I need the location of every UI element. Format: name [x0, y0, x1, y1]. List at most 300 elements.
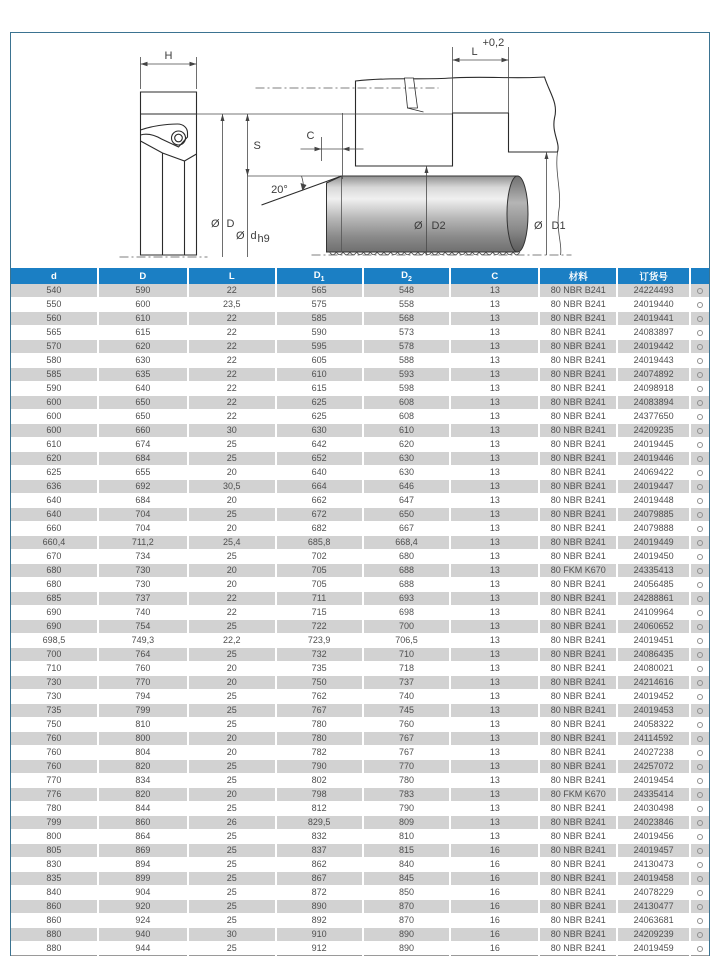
- column-header-d: d: [11, 268, 98, 284]
- table-cell: 693: [363, 592, 451, 606]
- table-cell: 24224493: [617, 284, 690, 298]
- column-header-D: D: [98, 268, 188, 284]
- table-cell: 13: [450, 550, 539, 564]
- table-cell: 13: [450, 620, 539, 634]
- table-cell: 660: [98, 424, 188, 438]
- table-cell: 80 NBR B241: [539, 340, 617, 354]
- table-cell: 80 NBR B241: [539, 438, 617, 452]
- table-cell: 80 NBR B241: [539, 522, 617, 536]
- availability-circle-icon: [697, 428, 703, 434]
- table-cell: 870: [363, 900, 451, 914]
- table-cell: 13: [450, 508, 539, 522]
- table-cell: 830: [11, 858, 98, 872]
- availability-circle-icon: [697, 666, 703, 672]
- table-cell: 20: [188, 578, 276, 592]
- table-cell: 24080021: [617, 662, 690, 676]
- table-cell: 834: [98, 774, 188, 788]
- table-cell: 760: [363, 718, 451, 732]
- table-cell: 630: [363, 466, 451, 480]
- table-row: [11, 816, 709, 830]
- availability-cell: [690, 452, 709, 466]
- table-cell: 24109964: [617, 606, 690, 620]
- table-cell: 13: [450, 298, 539, 312]
- table-cell: 754: [98, 620, 188, 634]
- table-cell: 734: [98, 550, 188, 564]
- table-cell: 804: [98, 746, 188, 760]
- table-cell: 870: [363, 914, 451, 928]
- availability-cell: [690, 718, 709, 732]
- availability-cell: [690, 942, 709, 956]
- table-row: [11, 396, 709, 410]
- table-cell: 13: [450, 746, 539, 760]
- table-cell: 890: [363, 928, 451, 942]
- table-row: [11, 774, 709, 788]
- availability-cell: [690, 858, 709, 872]
- table-cell: 24019459: [617, 942, 690, 956]
- table-cell: 80 NBR B241: [539, 886, 617, 900]
- table-cell: 80 NBR B241: [539, 718, 617, 732]
- table-cell: 80 NBR B241: [539, 592, 617, 606]
- availability-circle-icon: [697, 876, 703, 882]
- table-cell: 24063681: [617, 914, 690, 928]
- table-cell: 24056485: [617, 578, 690, 592]
- table-row: [11, 298, 709, 312]
- table-cell: 615: [98, 326, 188, 340]
- table-cell: 668,4: [363, 536, 451, 550]
- table-cell: 860: [11, 914, 98, 928]
- table-cell: 770: [98, 676, 188, 690]
- availability-cell: [690, 284, 709, 298]
- table-cell: 13: [450, 760, 539, 774]
- table-cell: 25,4: [188, 536, 276, 550]
- availability-cell: [690, 634, 709, 648]
- availability-circle-icon: [697, 456, 703, 462]
- table-cell: 20: [188, 788, 276, 802]
- table-cell: 862: [276, 858, 363, 872]
- table-cell: 80 NBR B241: [539, 312, 617, 326]
- table-cell: 25: [188, 844, 276, 858]
- table-cell: 30,5: [188, 480, 276, 494]
- table-cell: 24069422: [617, 466, 690, 480]
- table-cell: 80 NBR B241: [539, 914, 617, 928]
- table-cell: 25: [188, 550, 276, 564]
- table-cell: 80 NBR B241: [539, 732, 617, 746]
- table-cell: 715: [276, 606, 363, 620]
- table-cell: 872: [276, 886, 363, 900]
- table-cell: 760: [98, 662, 188, 676]
- availability-cell: [690, 550, 709, 564]
- table-cell: 13: [450, 284, 539, 298]
- table-cell: 13: [450, 662, 539, 676]
- table-cell: 22: [188, 382, 276, 396]
- availability-cell: [690, 480, 709, 494]
- table-cell: 740: [98, 606, 188, 620]
- table-cell: 20: [188, 676, 276, 690]
- table-cell: 24019456: [617, 830, 690, 844]
- table-cell: 718: [363, 662, 451, 676]
- table-cell: 24335414: [617, 788, 690, 802]
- table-cell: 25: [188, 508, 276, 522]
- table-cell: 608: [363, 396, 451, 410]
- table-cell: 20: [188, 564, 276, 578]
- availability-circle-icon: [697, 638, 703, 644]
- table-cell: 598: [363, 382, 451, 396]
- table-cell: 642: [276, 438, 363, 452]
- table-cell: 840: [11, 886, 98, 900]
- table-cell: 660: [11, 522, 98, 536]
- table-cell: 80 NBR B241: [539, 942, 617, 956]
- table-cell: 80 NBR B241: [539, 284, 617, 298]
- availability-cell: [690, 382, 709, 396]
- table-cell: 899: [98, 872, 188, 886]
- table-row: [11, 648, 709, 662]
- table-cell: 860: [98, 816, 188, 830]
- table-cell: 13: [450, 494, 539, 508]
- table-cell: 800: [11, 830, 98, 844]
- table-cell: 24019458: [617, 872, 690, 886]
- table-row: [11, 592, 709, 606]
- table-row: [11, 354, 709, 368]
- table-row: [11, 760, 709, 774]
- table-cell: 25: [188, 438, 276, 452]
- table-cell: 24027238: [617, 746, 690, 760]
- table-row: [11, 480, 709, 494]
- table-cell: 24209239: [617, 928, 690, 942]
- table-cell: 80 NBR B241: [539, 816, 617, 830]
- table-cell: 685,8: [276, 536, 363, 550]
- table-cell: 80 NBR B241: [539, 480, 617, 494]
- availability-cell: [690, 928, 709, 942]
- table-cell: 837: [276, 844, 363, 858]
- table-row: [11, 718, 709, 732]
- table-cell: 794: [98, 690, 188, 704]
- table-cell: 24086435: [617, 648, 690, 662]
- table-cell: 640: [276, 466, 363, 480]
- table-cell: 16: [450, 914, 539, 928]
- table-cell: 24335413: [617, 564, 690, 578]
- table-cell: 24078229: [617, 886, 690, 900]
- table-cell: 25: [188, 704, 276, 718]
- table-cell: 13: [450, 802, 539, 816]
- table-cell: 940: [98, 928, 188, 942]
- table-cell: 680: [11, 578, 98, 592]
- table-cell: 680: [363, 550, 451, 564]
- table-cell: 25: [188, 900, 276, 914]
- table-cell: 646: [363, 480, 451, 494]
- table-row: [11, 690, 709, 704]
- table-row: [11, 802, 709, 816]
- table-cell: 605: [276, 354, 363, 368]
- availability-cell: [690, 564, 709, 578]
- availability-cell: [690, 774, 709, 788]
- table-row: [11, 578, 709, 592]
- table-cell: 25: [188, 452, 276, 466]
- table-cell: 560: [11, 312, 98, 326]
- availability-cell: [690, 704, 709, 718]
- table-cell: 706,5: [363, 634, 451, 648]
- table-cell: 25: [188, 886, 276, 900]
- table-cell: 80 NBR B241: [539, 928, 617, 942]
- table-row: [11, 424, 709, 438]
- table-cell: 650: [363, 508, 451, 522]
- table-row: [11, 858, 709, 872]
- table-cell: 815: [363, 844, 451, 858]
- availability-circle-icon: [697, 554, 703, 560]
- table-cell: 13: [450, 606, 539, 620]
- availability-circle-icon: [697, 498, 703, 504]
- availability-circle-icon: [697, 358, 703, 364]
- table-cell: 630: [363, 452, 451, 466]
- column-header-C: C: [450, 268, 539, 284]
- availability-circle-icon: [697, 624, 703, 630]
- availability-circle-icon: [697, 834, 703, 840]
- table-cell: 24079885: [617, 508, 690, 522]
- label-chamfer-angle: 20°: [271, 184, 288, 196]
- label-dia-D2-symbol: Ø: [413, 220, 423, 232]
- table-cell: 590: [98, 284, 188, 298]
- availability-circle-icon: [697, 512, 703, 518]
- availability-circle-icon: [697, 792, 703, 798]
- column-header-D: $D_1$: [276, 268, 363, 284]
- garter-spring-outer: [172, 131, 186, 145]
- availability-circle-icon: [697, 386, 703, 392]
- garter-spring-inner: [175, 134, 183, 142]
- table-cell: 30: [188, 424, 276, 438]
- table-cell: 24019445: [617, 438, 690, 452]
- table-row: [11, 746, 709, 760]
- table-cell: 24019443: [617, 354, 690, 368]
- table-cell: 760: [11, 732, 98, 746]
- table-cell: 13: [450, 466, 539, 480]
- table-cell: 593: [363, 368, 451, 382]
- table-cell: 540: [11, 284, 98, 298]
- availability-cell: [690, 676, 709, 690]
- table-cell: 80 FKM K670: [539, 788, 617, 802]
- table-cell: 892: [276, 914, 363, 928]
- availability-cell: [690, 788, 709, 802]
- availability-cell: [690, 872, 709, 886]
- availability-cell: [690, 466, 709, 480]
- table-cell: 647: [363, 494, 451, 508]
- table-cell: 912: [276, 942, 363, 956]
- table-cell: 16: [450, 928, 539, 942]
- table-cell: 685: [11, 592, 98, 606]
- table-row: [11, 438, 709, 452]
- table-cell: 24060652: [617, 620, 690, 634]
- table-cell: 770: [363, 760, 451, 774]
- table-cell: 904: [98, 886, 188, 900]
- table-cell: 80 NBR B241: [539, 662, 617, 676]
- availability-circle-icon: [697, 568, 703, 574]
- table-cell: 22: [188, 326, 276, 340]
- table-cell: 800: [98, 732, 188, 746]
- availability-circle-icon: [697, 372, 703, 378]
- table-cell: 13: [450, 634, 539, 648]
- table-cell: 25: [188, 690, 276, 704]
- table-cell: 640: [11, 494, 98, 508]
- table-cell: 767: [363, 746, 451, 760]
- table-cell: 24288861: [617, 592, 690, 606]
- table-cell: 820: [98, 760, 188, 774]
- table-row: [11, 942, 709, 956]
- table-cell: 13: [450, 704, 539, 718]
- availability-circle-icon: [697, 540, 703, 546]
- availability-cell: [690, 522, 709, 536]
- column-header-D: $D_2$: [363, 268, 451, 284]
- table-cell: 24130477: [617, 900, 690, 914]
- table-cell: 832: [276, 830, 363, 844]
- table-cell: 13: [450, 312, 539, 326]
- table-cell: 565: [276, 284, 363, 298]
- table-cell: 650: [98, 410, 188, 424]
- table-cell: 80 NBR B241: [539, 396, 617, 410]
- label-L-tolerance: +0,2: [482, 37, 505, 49]
- table-cell: 580: [11, 354, 98, 368]
- table-cell: 80 NBR B241: [539, 676, 617, 690]
- table-row: [11, 872, 709, 886]
- availability-circle-icon: [697, 484, 703, 490]
- table-row: [11, 620, 709, 634]
- label-d: d: [250, 230, 257, 242]
- table-cell: 80 NBR B241: [539, 382, 617, 396]
- table-cell: 894: [98, 858, 188, 872]
- label-L: L: [471, 46, 478, 58]
- table-cell: 780: [276, 732, 363, 746]
- table-cell: 845: [363, 872, 451, 886]
- housing-split-joint: [405, 78, 418, 108]
- table-row: [11, 886, 709, 900]
- label-dia-d-symbol: Ø: [235, 230, 245, 242]
- table-cell: 944: [98, 942, 188, 956]
- table-row: [11, 522, 709, 536]
- table-cell: 600: [11, 424, 98, 438]
- availability-cell: [690, 900, 709, 914]
- table-cell: 652: [276, 452, 363, 466]
- table-cell: 80 NBR B241: [539, 578, 617, 592]
- table-cell: 730: [11, 690, 98, 704]
- table-cell: 13: [450, 452, 539, 466]
- table-row: [11, 410, 709, 424]
- table-cell: 80 NBR B241: [539, 354, 617, 368]
- table-cell: 615: [276, 382, 363, 396]
- table-cell: 26: [188, 816, 276, 830]
- availability-cell: [690, 410, 709, 424]
- table-cell: 568: [363, 312, 451, 326]
- availability-cell: [690, 494, 709, 508]
- table-cell: 22: [188, 368, 276, 382]
- table-cell: 80 NBR B241: [539, 466, 617, 480]
- availability-cell: [690, 508, 709, 522]
- header-row: [11, 268, 709, 284]
- table-cell: 780: [363, 774, 451, 788]
- table-cell: 723,9: [276, 634, 363, 648]
- table-cell: 13: [450, 578, 539, 592]
- table-row: [11, 704, 709, 718]
- table-cell: 799: [11, 816, 98, 830]
- availability-cell: [690, 690, 709, 704]
- table-cell: 20: [188, 466, 276, 480]
- table-cell: 805: [11, 844, 98, 858]
- table-row: [11, 830, 709, 844]
- label-dia-D-symbol: Ø: [210, 218, 220, 230]
- availability-circle-icon: [697, 610, 703, 616]
- table-cell: 730: [11, 676, 98, 690]
- table-cell: 23,5: [188, 298, 276, 312]
- table-cell: 80 NBR B241: [539, 368, 617, 382]
- table-cell: 22: [188, 606, 276, 620]
- table-cell: 650: [98, 396, 188, 410]
- table-cell: 585: [11, 368, 98, 382]
- table-cell: 16: [450, 844, 539, 858]
- table-cell: 610: [98, 312, 188, 326]
- table-cell: 80 NBR B241: [539, 620, 617, 634]
- table-cell: 24019452: [617, 690, 690, 704]
- catalog-page-frame: [10, 32, 710, 956]
- table-cell: 767: [276, 704, 363, 718]
- table-cell: 80 NBR B241: [539, 550, 617, 564]
- table-row: [11, 844, 709, 858]
- table-cell: 799: [98, 704, 188, 718]
- table-cell: 13: [450, 382, 539, 396]
- table-cell: 20: [188, 522, 276, 536]
- table-cell: 24058322: [617, 718, 690, 732]
- table-cell: 684: [98, 494, 188, 508]
- availability-cell: [690, 914, 709, 928]
- availability-cell: [690, 662, 709, 676]
- table-cell: 550: [11, 298, 98, 312]
- table-cell: 24019447: [617, 480, 690, 494]
- table-cell: 80 NBR B241: [539, 634, 617, 648]
- table-cell: 620: [363, 438, 451, 452]
- table-cell: 684: [98, 452, 188, 466]
- availability-circle-icon: [697, 694, 703, 700]
- availability-cell: [690, 844, 709, 858]
- table-cell: 13: [450, 732, 539, 746]
- table-cell: 698: [363, 606, 451, 620]
- table-cell: 625: [11, 466, 98, 480]
- table-cell: 13: [450, 424, 539, 438]
- table-cell: 22: [188, 284, 276, 298]
- table-cell: 24019457: [617, 844, 690, 858]
- table-cell: 760: [11, 760, 98, 774]
- label-C: C: [306, 130, 315, 142]
- table-cell: 869: [98, 844, 188, 858]
- table-cell: 13: [450, 718, 539, 732]
- table-cell: 588: [363, 354, 451, 368]
- table-cell: 22: [188, 396, 276, 410]
- table-cell: 24019441: [617, 312, 690, 326]
- table-cell: 760: [11, 746, 98, 760]
- table-cell: 850: [363, 886, 451, 900]
- table-cell: 80 NBR B241: [539, 298, 617, 312]
- table-cell: 890: [276, 900, 363, 914]
- table-cell: 20: [188, 494, 276, 508]
- table-cell: 22: [188, 410, 276, 424]
- table-cell: 13: [450, 522, 539, 536]
- availability-circle-icon: [697, 414, 703, 420]
- table-cell: 24098918: [617, 382, 690, 396]
- availability-cell: [690, 830, 709, 844]
- table-cell: 30: [188, 928, 276, 942]
- table-row: [11, 914, 709, 928]
- shaft: [327, 176, 529, 255]
- table-cell: 25: [188, 648, 276, 662]
- availability-cell: [690, 354, 709, 368]
- table-cell: 664: [276, 480, 363, 494]
- table-cell: 625: [276, 396, 363, 410]
- table-cell: 710: [11, 662, 98, 676]
- availability-circle-icon: [697, 526, 703, 532]
